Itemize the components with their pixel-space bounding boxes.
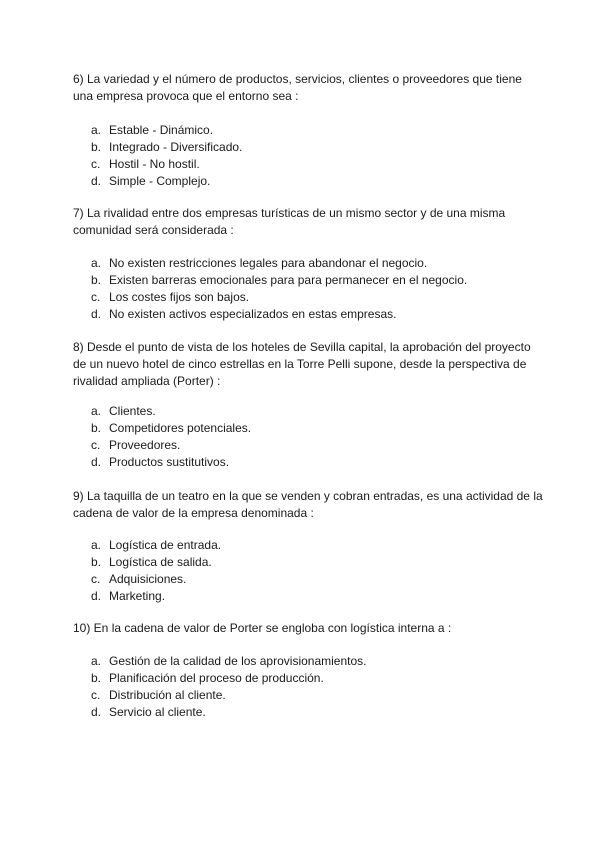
option-letter: b. (91, 671, 102, 685)
option-text: Competidores potenciales. (109, 421, 252, 435)
option-text: No existen restricciones legales para abandonar el negocio. (109, 256, 428, 270)
option-d (91, 588, 221, 605)
option-letter: a. (91, 538, 102, 552)
option-text: Productos sustitutivos. (109, 455, 230, 469)
option-letter: a. (91, 654, 102, 668)
option-d (91, 454, 251, 471)
option-letter: c. (91, 572, 101, 586)
option-a (91, 653, 366, 670)
option-a (91, 122, 242, 139)
option-letter: a. (91, 256, 102, 270)
option-letter: a. (91, 123, 102, 137)
option-c (91, 156, 242, 173)
option-letter: a. (91, 404, 102, 418)
option-letter: b. (91, 273, 102, 287)
question-text: 10) En la cadena de valor de Porter se engloba con logística interna a : (73, 621, 452, 635)
option-d (91, 306, 467, 323)
question-8 (73, 339, 543, 469)
option-text: Los costes fijos son bajos. (109, 290, 250, 304)
option-text: Servicio al cliente. (109, 705, 206, 719)
option-text: Integrado - Diversificado. (109, 140, 243, 154)
option-b (91, 420, 251, 437)
option-letter: d. (91, 307, 102, 321)
question-text: 7) La rivalidad entre dos empresas turísticas de un mismo sector y de una misma comunidad será considerada : (73, 206, 506, 237)
option-text: Planificación del proceso de producción. (109, 671, 324, 685)
option-text: Proveedores. (109, 438, 181, 452)
option-text: No existen activos especializados en estas empresas. (109, 307, 397, 321)
option-letter: c. (91, 157, 101, 171)
option-text: Logística de salida. (109, 555, 212, 569)
question-7 (73, 205, 543, 321)
option-list (91, 255, 467, 323)
option-c (91, 289, 467, 306)
option-d (91, 173, 242, 190)
option-text: Gestión de la calidad de los aprovisionamientos. (109, 654, 367, 668)
question-10 (73, 620, 543, 719)
option-c (91, 571, 221, 588)
option-letter: d. (91, 174, 102, 188)
option-letter: b. (91, 555, 102, 569)
option-b (91, 139, 242, 156)
option-text: Logística de entrada. (109, 538, 222, 552)
option-text: Existen barreras emocionales para para permanecer en el negocio. (109, 273, 468, 287)
option-text: Clientes. (109, 404, 156, 418)
question-6 (73, 71, 543, 188)
option-list (91, 537, 221, 605)
option-d (91, 704, 366, 721)
option-text: Distribución al cliente. (109, 688, 226, 702)
option-letter: c. (91, 438, 101, 452)
option-text: Estable - Dinámico. (109, 123, 214, 137)
option-list (91, 653, 366, 721)
option-a (91, 255, 467, 272)
option-a (91, 403, 251, 420)
option-c (91, 687, 366, 704)
option-text: Simple - Complejo. (109, 174, 211, 188)
option-letter: d. (91, 455, 102, 469)
question-text: 8) Desde el punto de vista de los hoteles de Sevilla capital, la aprobación del proyecto de un nuevo hotel de cinco estrellas en la Torre Pelli supone, desde la perspectiva de rivalidad ampliada (Porter) : (73, 340, 531, 388)
question-9 (73, 488, 543, 603)
option-a (91, 537, 221, 554)
option-list (91, 403, 251, 471)
option-letter: d. (91, 589, 102, 603)
option-text: Hostil - No hostil. (109, 157, 200, 171)
option-letter: c. (91, 290, 101, 304)
question-text: 9) La taquilla de un teatro en la que se venden y cobran entradas, es una actividad de la cadena de valor de la empresa denominada : (73, 489, 543, 520)
question-text: 6) La variedad y el número de productos, servicios, clientes o proveedores que tiene una empresa provoca que el entorno sea : (73, 72, 522, 103)
option-text: Marketing. (109, 589, 166, 603)
option-letter: d. (91, 705, 102, 719)
option-list (91, 122, 242, 190)
option-b (91, 554, 221, 571)
option-letter: c. (91, 688, 101, 702)
option-letter: b. (91, 140, 102, 154)
option-c (91, 437, 251, 454)
option-letter: b. (91, 421, 102, 435)
option-b (91, 670, 366, 687)
option-text: Adquisiciones. (109, 572, 187, 586)
option-b (91, 272, 467, 289)
